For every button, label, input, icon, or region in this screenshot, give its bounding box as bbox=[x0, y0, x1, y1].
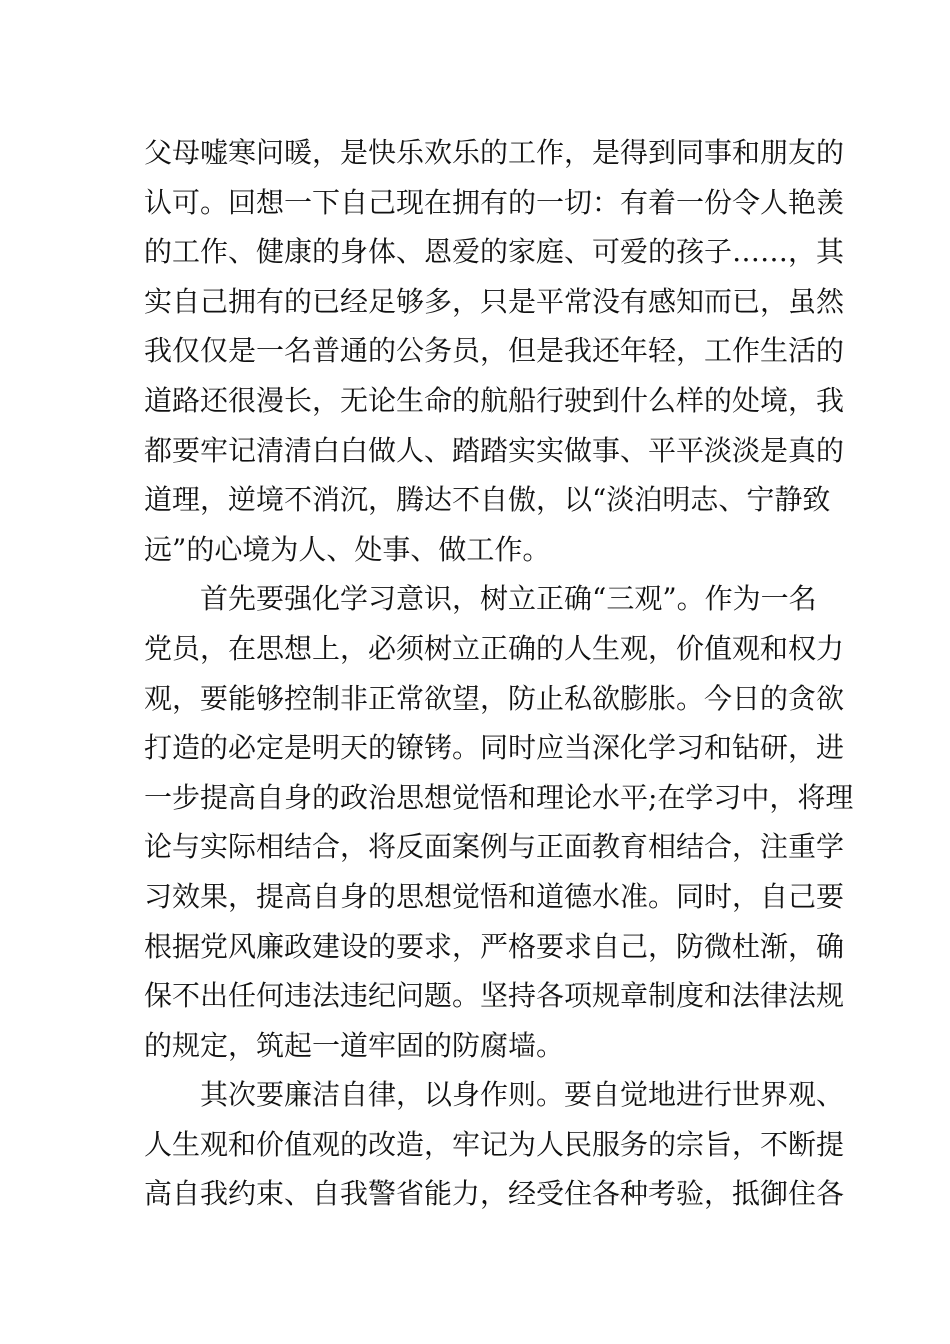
text-line: 父母嘘寒问暖，是快乐欢乐的工作，是得到同事和朋友的 bbox=[144, 136, 845, 169]
text-line: 远”的心境为人、处事、做工作。 bbox=[144, 532, 551, 566]
text-line: 都要牢记清清白白做人、踏踏实实做事、平平淡淡是真的 bbox=[144, 433, 845, 467]
text-line: 我仅仅是一名普通的公务员，但是我还年轻，工作生活的 bbox=[144, 334, 845, 368]
text-line: 首先要强化学习意识，树立正确“三观”。作为一名 bbox=[200, 582, 817, 616]
paragraph bbox=[144, 574, 854, 1070]
text-line: 论与实际相结合，将反面案例与正面教育相结合，注重学 bbox=[144, 830, 845, 864]
paragraph bbox=[144, 1070, 845, 1219]
text-line: 习效果，提高自身的思想觉悟和道德水准。同时，自己要 bbox=[144, 879, 845, 913]
text-line: 高自我约束、自我警省能力，经受住各种考验，抵御住各 bbox=[144, 1177, 845, 1211]
text-line: 观，要能够控制非正常欲望，防止私欲膨胀。今日的贪欲 bbox=[144, 681, 845, 715]
text-line: 打造的必定是明天的镣铐。同时应当深化学习和钻研，进 bbox=[144, 731, 845, 765]
text-line: 党员，在思想上，必须树立正确的人生观，价值观和权力 bbox=[144, 631, 845, 665]
document-body bbox=[144, 128, 854, 1219]
paragraph bbox=[144, 128, 845, 574]
text-line: 道理，逆境不消沉，腾达不自傲，以“淡泊明志、宁静致 bbox=[144, 483, 831, 517]
text-line: 道路还很漫长，无论生命的航船行驶到什么样的处境，我 bbox=[144, 383, 845, 417]
text-line: 一步提高自身的政治思想觉悟和理论水平;在学习中，将理 bbox=[144, 780, 854, 814]
text-line: 的工作、健康的身体、恩爱的家庭、可爱的孩子……，其 bbox=[144, 235, 845, 269]
text-line: 实自己拥有的已经足够多，只是平常没有感知而已，虽然 bbox=[144, 284, 845, 318]
text-line: 根据党风廉政建设的要求，严格要求自己，防微杜渐，确 bbox=[144, 929, 845, 963]
text-line: 认可。回想一下自己现在拥有的一切：有着一份令人艳羡 bbox=[144, 185, 845, 219]
text-line: 人生观和价值观的改造，牢记为人民服务的宗旨，不断提 bbox=[144, 1127, 845, 1161]
text-line: 的规定，筑起一道牢固的防腐墙。 bbox=[144, 1028, 565, 1062]
text-line: 其次要廉洁自律，以身作则。要自觉地进行世界观、 bbox=[200, 1078, 845, 1112]
text-line: 保不出任何违法违纪问题。坚持各项规章制度和法律法规 bbox=[144, 979, 845, 1013]
